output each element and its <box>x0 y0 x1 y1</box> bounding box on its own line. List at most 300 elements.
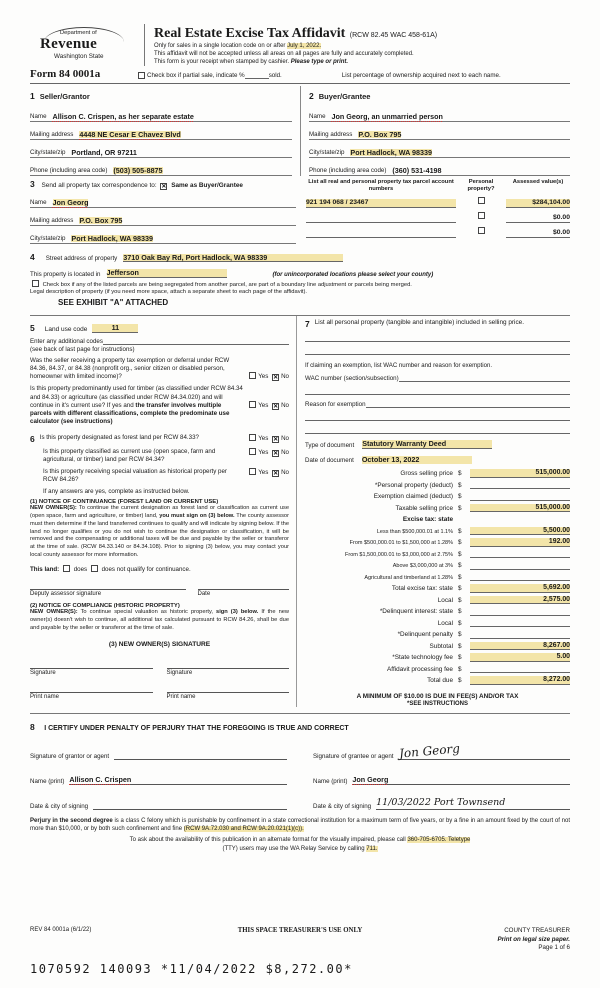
middle-columns <box>30 315 570 707</box>
buyer-csz-label: City/state/zip <box>309 149 345 157</box>
correspondence-mailing-label: Mailing address <box>30 217 74 225</box>
subtotal-value[interactable]: 8,267.00 <box>470 642 570 651</box>
tier-2-label: From $500,000.01 to $1,500,000 at 1.28% <box>349 540 453 547</box>
deputy-date-field[interactable] <box>198 589 289 597</box>
timber-question-row <box>30 385 289 425</box>
section-3-number: 3 <box>30 179 35 190</box>
minimum-due-note: A MINIMUM OF $10.00 IS DUE IN FEE(S) AND/OR TAX <box>356 692 519 700</box>
partial-sale-checkbox[interactable] <box>138 72 145 79</box>
additional-codes-label: Enter any additional codes <box>30 338 103 346</box>
document-type-row <box>305 434 570 449</box>
additional-codes-field[interactable] <box>103 337 289 345</box>
segregation-checkbox[interactable] <box>32 280 39 287</box>
grantor-signature-row <box>30 735 287 760</box>
perjury-rcw-highlight: (RCW 9A.72.030 and RCW 9A.20.021(1)(c)). <box>183 826 304 833</box>
exemption-deduct-row <box>305 489 570 501</box>
no-label: No <box>281 468 289 476</box>
tier-3-row <box>305 547 570 559</box>
current-use-question: Is this property classified as current use (open space, farm and agricultural, or timber) land per RCW 84.34? <box>43 447 216 463</box>
page-footer <box>30 927 570 976</box>
gross-price-value[interactable]: 515,000.00 <box>470 469 570 478</box>
header-note-3 <box>154 58 570 66</box>
deferral-question-text: Was the seller receiving a property tax exemption or deferral under RCW 84.36, 84.37, or 84.38 (nonprofit org., senior citizen or disabled person, homeowner with limited income)? <box>30 357 230 381</box>
delinquent-penalty-label: *Delinquent penalty <box>397 631 453 639</box>
historic-question: Is this property receiving special valuation as historical property per RCW 84.26? <box>43 467 227 483</box>
notice-compliance-b: If the new owner(s) doesn't wish to continue, all additional tax calculated pursuant to RCW 84.26, shall be due and payable by the seller or transferor at the time of sale. <box>30 609 290 631</box>
signature-label: Signature <box>30 669 56 676</box>
parcel-row <box>306 208 570 223</box>
personal-property-label: List all personal property (tangible and intangible) included in selling price. <box>314 319 524 327</box>
signature-label: Signature <box>166 669 193 676</box>
correspondence-name-label: Name <box>30 199 47 207</box>
total-due-value[interactable]: 8,272.00 <box>470 676 570 685</box>
yes-label: Yes <box>258 468 269 476</box>
street-address-value[interactable]: 3710 Oak Bay Rd, Port Hadlock, WA 98339 <box>123 254 343 262</box>
seller-csz-label: City/state/zip <box>30 149 66 157</box>
tier-1-label: Less than $500,000.01 at 1.1% <box>376 528 453 535</box>
seller-csz-value[interactable]: Portland, OR 97211 <box>71 148 137 158</box>
street-address-field <box>30 247 570 263</box>
forest-land-question: Is this property designated as forest land per RCW 84.33? <box>39 433 199 441</box>
relay-711-highlight: 711. <box>366 845 378 852</box>
yes-label: Yes <box>258 448 269 456</box>
grantor-signature-column <box>30 735 287 810</box>
document-date-row <box>305 449 570 464</box>
dollar-sign: $ <box>458 642 462 650</box>
grantee-date-row <box>313 785 570 810</box>
yes-checkbox[interactable] <box>249 372 256 379</box>
grantor-signature-label: Signature of grantor or agent <box>30 752 110 760</box>
tier-1-value[interactable]: 5,500.00 <box>470 527 570 536</box>
yes-checkbox[interactable] <box>249 434 256 441</box>
same-as-buyer-checkbox[interactable]: ✕ <box>161 184 167 191</box>
buyer-mailing-value[interactable]: P.O. Box 795 <box>358 130 402 140</box>
dollar-sign: $ <box>458 493 462 501</box>
no-label: No <box>281 448 289 456</box>
dollar-sign: $ <box>458 550 462 558</box>
dollar-sign: $ <box>458 631 462 639</box>
perjury-notice <box>30 817 570 853</box>
delinquent-penalty-value[interactable] <box>470 638 570 639</box>
county-treasurer-label: COUNTY TREASURER <box>504 926 570 934</box>
tier-2-value[interactable]: 192.00 <box>470 538 570 547</box>
grantee-signature-label: Signature of grantee or agent <box>313 752 394 760</box>
section-3-heading <box>30 179 296 190</box>
reason-row <box>305 395 570 408</box>
parcel-row <box>306 193 570 208</box>
buyer-csz-value[interactable]: Port Hadlock, WA 98339 <box>350 148 433 158</box>
total-state-label: Total excise tax: state <box>391 585 453 593</box>
this-land-label: This land: <box>30 566 60 574</box>
header-note-2: This affidavit will not be accepted unless all areas on all pages are fully and accurately completed. <box>154 51 414 58</box>
tier-4-label: Above $3,000,000 at 3% <box>392 563 453 570</box>
section-4 <box>30 247 570 310</box>
exemption-reason-label: Reason for exemption <box>305 401 366 409</box>
partial-sale-percent-field[interactable] <box>245 71 269 79</box>
timber-question-text <box>30 385 247 425</box>
subtotal-row <box>305 639 570 651</box>
dollar-sign: $ <box>458 481 462 489</box>
section-5-number: 5 <box>30 323 35 334</box>
alt-format-paragraph <box>30 836 570 853</box>
section-5 <box>30 319 289 426</box>
no-checkbox[interactable]: ✕ <box>273 450 279 457</box>
personal-deduct-value[interactable] <box>470 488 570 489</box>
grantee-date-field[interactable] <box>376 797 570 810</box>
type-or-print-note: Please type or print. <box>290 59 349 66</box>
tier-2-row <box>305 535 570 547</box>
correspondence-mailing-field <box>30 208 296 226</box>
grantor-signature-field[interactable] <box>114 758 287 760</box>
no-label: No <box>281 434 289 442</box>
alt-format-text: To ask about the availability of this publication in an alternate format for the visually impaired, please call <box>129 837 408 844</box>
exemption-deduct-value[interactable] <box>470 500 570 501</box>
excise-tax-header-row <box>305 512 570 524</box>
taxable-price-row <box>305 501 570 513</box>
buyer-mailing-label: Mailing address <box>309 131 353 139</box>
assessed-value[interactable]: $284,104.00 <box>506 199 570 208</box>
logo-state-text: Washington State <box>54 53 104 60</box>
notice-continuance-body <box>30 505 289 560</box>
correspondence-name-value[interactable]: Jon Georg <box>52 198 89 208</box>
personal-property-checkbox[interactable] <box>478 212 485 219</box>
owner-signature-field-2[interactable] <box>167 668 290 676</box>
perjury-paragraph <box>30 817 570 834</box>
tech-fee-label: *State technology fee <box>392 654 453 662</box>
deputy-assessor-signature-field[interactable] <box>30 589 186 597</box>
local-tax-label: Local <box>437 596 453 604</box>
county-value[interactable]: Jefferson <box>107 269 227 278</box>
local-tax-value[interactable]: 2,575.00 <box>470 596 570 605</box>
dollar-sign: $ <box>458 596 462 604</box>
reason-line-3[interactable] <box>305 421 570 434</box>
tier-3-label: From $1,500,000.01 to $3,000,000 at 2.75% <box>345 551 453 558</box>
form-number-row <box>30 68 570 80</box>
personal-property-checkbox[interactable] <box>478 227 485 234</box>
header-note-1 <box>154 42 570 50</box>
deferral-question-row <box>30 357 289 381</box>
personal-property-checkbox[interactable] <box>478 197 485 204</box>
tier-4-value[interactable] <box>470 569 570 570</box>
section-2-title: Buyer/Grantee <box>318 92 371 102</box>
total-due-label: Total due <box>427 677 453 685</box>
tty-text: (TTY) users may use the WA Relay Service by calling <box>222 845 367 852</box>
personal-deduct-row <box>305 478 570 490</box>
document-date-value[interactable]: October 13, 2022 <box>362 456 472 464</box>
dollar-sign: $ <box>458 677 462 685</box>
seller-name-value[interactable]: Allison C. Crispen, as her separate estate <box>52 112 194 122</box>
section-1-number: 1 <box>30 91 35 102</box>
land-qualify-row <box>30 565 289 573</box>
grantee-signature-field[interactable] <box>398 741 571 761</box>
dollar-sign: $ <box>458 665 462 673</box>
notice-continuance-bold: you must sign on (3) below. <box>159 512 235 519</box>
buyer-name-value[interactable]: Jon Georg, an unmarried person <box>331 112 443 122</box>
forest-land-yes-no <box>247 434 289 444</box>
logo-revenue-text: Revenue <box>40 36 98 52</box>
gross-price-row <box>305 466 570 478</box>
document-type-value[interactable]: Statutory Warranty Deed <box>362 440 492 449</box>
deputy-date-label: Date <box>197 591 211 598</box>
parcel-table <box>296 179 570 244</box>
legal-description-value[interactable]: SEE EXHIBIT "A" ATTACHED <box>58 298 169 308</box>
print-name-label: Print name <box>166 693 196 700</box>
see-instructions-note: *SEE INSTRUCTIONS <box>406 700 468 707</box>
wac-number-field[interactable] <box>399 374 570 382</box>
form-rcw-reference: (RCW 82.45 WAC 458-61A) <box>349 32 438 39</box>
excise-tax-header: Excise tax: state <box>402 516 453 524</box>
personal-property-line-2[interactable] <box>305 342 570 355</box>
yes-label: Yes <box>258 373 269 381</box>
timber-yes-no <box>247 401 289 410</box>
seller-buyer-section <box>30 86 570 176</box>
tier-4-row <box>305 558 570 570</box>
additional-codes-note: (see back of last page for instructions) <box>30 346 135 354</box>
certify-statement: I CERTIFY UNDER PENALTY OF PERJURY THAT THE FOREGOING IS TRUE AND CORRECT <box>44 724 349 732</box>
rev-number: REV 84 0001a (6/1/22) <box>30 926 92 933</box>
certify-heading <box>30 717 570 735</box>
delinquent-local-row <box>305 616 570 628</box>
tier-3-value[interactable] <box>470 557 570 558</box>
buyer-name-label: Name <box>309 113 326 121</box>
personal-property-line-1[interactable] <box>305 329 570 342</box>
grantee-signature-row <box>313 735 570 760</box>
section-6-number: 6 <box>30 433 35 444</box>
timber-question-bold: the transfer involves multiple parcels with different classifications, complete the predominate use calculator (see instructions) <box>30 401 230 425</box>
tax-correspondence-block <box>30 179 296 244</box>
document-date-label: Date of document <box>305 457 354 465</box>
tech-fee-value[interactable]: 5.00 <box>470 653 570 662</box>
parcel-number-value[interactable]: 921 194 068 / 23467 <box>306 199 456 208</box>
buyer-phone-value[interactable]: (360) 531-4198 <box>392 166 442 176</box>
ownership-percentage-note: List percentage of ownership acquired next to each name. <box>341 72 501 80</box>
street-address-label: Street address of property <box>45 255 118 263</box>
affidavit-fee-label: Affidavit processing fee <box>387 665 453 673</box>
affidavit-fee-value[interactable] <box>470 672 570 673</box>
correspondence-mailing-value[interactable]: P.O. Box 795 <box>79 216 123 226</box>
grantee-signature-column <box>313 735 570 810</box>
tier-1-row <box>305 524 570 536</box>
no-checkbox[interactable]: ✕ <box>273 375 279 382</box>
owner-printname-row <box>30 692 289 700</box>
grantor-name-value[interactable]: Allison C. Crispen <box>69 776 287 785</box>
assessed-value[interactable]: $0.00 <box>506 229 570 238</box>
footer-row <box>30 927 570 953</box>
located-in-label: This property is located in <box>30 271 101 279</box>
section-1-seller <box>30 86 300 176</box>
no-checkbox[interactable]: ✕ <box>273 436 279 443</box>
section-2-number: 2 <box>309 91 314 102</box>
parcel-number-value[interactable] <box>306 236 456 238</box>
dor-logo <box>30 24 136 66</box>
grantee-name-row <box>313 760 570 785</box>
form-title-block <box>144 24 570 66</box>
footer-right-block <box>420 927 570 953</box>
dollar-sign: $ <box>458 608 462 616</box>
segregation-label: Check box if any of the listed parcels are being segregated from another parcel, are part of a boundary line adjustment or parcels being merged. <box>42 282 412 289</box>
personal-property-heading <box>305 319 570 329</box>
perjury-lead: Perjury in the second degree <box>30 817 113 824</box>
seller-phone-field <box>30 158 292 176</box>
assessed-value[interactable]: $0.00 <box>506 214 570 223</box>
form-number: Form 84 0001a <box>30 68 101 81</box>
grantor-date-label: Date & city of signing <box>30 802 89 810</box>
section-8-number: 8 <box>30 721 35 732</box>
header-note-3-text: This form is your receipt when stamped by cashier. <box>154 59 291 66</box>
delinquent-local-value[interactable] <box>470 626 570 627</box>
total-due-row <box>305 673 570 685</box>
grantee-date-label: Date & city of signing <box>313 802 372 810</box>
new-owners-signature-title: (3) NEW OWNER(S) SIGNATURE <box>108 640 211 648</box>
delinquent-interest-label: *Delinquent interest: state <box>379 608 453 616</box>
seller-csz-field <box>30 140 292 158</box>
local-tax-row <box>305 593 570 605</box>
section-1-title: Seller/Grantor <box>39 92 90 102</box>
taxable-price-label: Taxable selling price <box>395 504 453 512</box>
signatures-block <box>30 735 570 810</box>
parcel-table-header <box>306 179 570 193</box>
effective-date-highlight: July 1, 2022. <box>287 43 322 49</box>
correspondence-csz-label: City/state/zip <box>30 235 66 243</box>
timber-question-normal: Is this property predominantly used for timber (as classified under RCW 84.34 and 84.33) or agriculture (as classified under RCW 84.34.020) and will continue in it's current use? If yes and <box>30 385 243 409</box>
ag-timber-value[interactable] <box>470 580 570 581</box>
no-checkbox[interactable]: ✕ <box>273 470 279 477</box>
section-2-buyer <box>300 86 570 176</box>
dollar-sign: $ <box>458 539 462 547</box>
notice-continuance-a: To continue the current designation as forest land or classification as current use (open space, farm and agriculture, or timber) land, <box>30 505 290 519</box>
dollar-sign: $ <box>458 527 462 535</box>
section-4-number: 4 <box>30 252 35 263</box>
does-not-label: does not qualify for continuance. <box>101 566 191 574</box>
reason-line-2[interactable] <box>305 408 570 421</box>
gross-price-label: Gross selling price <box>400 470 453 478</box>
tech-fee-row <box>305 650 570 662</box>
grantor-name-row <box>30 760 287 785</box>
owner-signature-row <box>30 668 289 676</box>
parcel-number-value[interactable] <box>306 221 456 223</box>
owner-printname-field-1[interactable] <box>30 692 153 700</box>
correspondence-name-field <box>30 190 296 208</box>
seller-mailing-field <box>30 122 292 140</box>
deputy-signature-row <box>30 589 289 597</box>
section-2-heading <box>309 86 570 104</box>
grantee-signature-value: Jon Georg <box>398 741 460 761</box>
page-number: Page 1 of 6 <box>538 944 570 952</box>
dollar-sign: $ <box>458 585 462 593</box>
taxable-price-value[interactable]: 515,000.00 <box>470 504 570 513</box>
land-use-code-value[interactable]: 11 <box>92 324 138 333</box>
buyer-csz-field <box>309 140 570 158</box>
phone-highlight: 360-705-6705. Teletype <box>407 837 471 844</box>
county-row <box>30 263 570 278</box>
section-1-heading <box>30 86 292 104</box>
delinquent-local-label: Local <box>437 619 453 627</box>
ag-timber-row <box>305 570 570 582</box>
yes-checkbox[interactable] <box>249 401 256 408</box>
yes-checkbox[interactable] <box>249 468 256 475</box>
notice-continuance-b: The county assessor must then determine if the land transferred continues to qualify and will indicate by signing below. If the land no longer qualifies or you do not wish to continue the designation or classification, it will be removed and the compensating or additional taxes will be due and payable by the seller or transferor at the time of sale. (RCW 84.33.140 or 84.34.108). Prior to signing (3) below, you may contact your local county assessor for more information. <box>30 512 289 559</box>
exemption-reason-field[interactable] <box>366 400 570 408</box>
wac-line-2[interactable] <box>305 382 570 395</box>
partial-sale-sold-label: sold. <box>268 72 282 80</box>
same-as-buyer-label: Same as Buyer/Grantee <box>171 182 243 190</box>
correspondence-label: Send all property tax correspondence to: <box>41 182 157 190</box>
correspondence-csz-value[interactable]: Port Hadlock, WA 98339 <box>71 234 154 244</box>
ag-timber-label: Agricultural and timberland at 1.28% <box>364 574 453 581</box>
notice-compliance-a: To continue special valuation as historic property, <box>77 609 217 616</box>
parcel-row <box>306 223 570 238</box>
grantor-date-field[interactable] <box>93 808 287 810</box>
grantee-name-value[interactable]: Jon Georg <box>352 776 570 785</box>
notice-compliance-body <box>30 609 289 633</box>
owner-signature-field-1[interactable] <box>30 668 153 676</box>
tax-computation-table <box>305 466 570 685</box>
dollar-sign: $ <box>458 504 462 512</box>
left-column <box>30 316 296 707</box>
seller-phone-value[interactable]: (503) 505-8875 <box>113 166 163 176</box>
yes-checkbox[interactable] <box>249 448 256 455</box>
segregation-row <box>30 280 570 288</box>
parcel-numbers-header: List all real and personal property tax parcel account numbers <box>308 179 454 193</box>
does-label: does <box>73 566 88 574</box>
buyer-phone-label: Phone (including area code) <box>309 167 387 175</box>
affidavit-fee-row <box>305 662 570 674</box>
dollar-sign: $ <box>458 562 462 570</box>
seller-name-label: Name <box>30 113 47 121</box>
buyer-phone-field <box>309 158 570 176</box>
delinquent-interest-value[interactable] <box>470 615 570 616</box>
dollar-sign: $ <box>458 654 462 662</box>
grantee-date-value: 11/03/2022 Port Townsend <box>376 796 506 808</box>
additional-codes-row <box>30 333 289 345</box>
forest-land-question-row <box>30 434 289 444</box>
notice-compliance-bold: sign (3) below. <box>216 609 259 616</box>
total-state-value[interactable]: 5,692.00 <box>470 584 570 593</box>
new-owners-lead: NEW OWNER(S): <box>30 609 78 616</box>
wac-number-label: WAC number (section/subsection) <box>305 375 399 383</box>
deferral-yes-no <box>247 372 289 381</box>
document-type-label: Type of document <box>305 442 355 450</box>
delinquent-interest-row <box>305 604 570 616</box>
partial-sale-row <box>136 71 570 80</box>
notice-continuance-title: (1) NOTICE OF CONTINUANCE (FOREST LAND OR CURRENT USE) <box>30 499 219 506</box>
section-7 <box>296 316 570 707</box>
yes-label: Yes <box>258 402 269 410</box>
dollar-sign: $ <box>458 573 462 581</box>
buyer-name-field <box>309 104 570 122</box>
no-checkbox[interactable]: ✕ <box>273 404 279 411</box>
form-title-line <box>154 24 570 42</box>
owner-printname-field-2[interactable] <box>167 692 290 700</box>
seller-mailing-value[interactable]: 4448 NE Cesar E Chavez Blvd <box>79 130 181 140</box>
dollar-sign: $ <box>458 619 462 627</box>
logo-dept-text: Department of <box>60 30 97 36</box>
does-checkbox[interactable] <box>63 565 70 572</box>
yes-label: Yes <box>258 434 269 442</box>
treasurer-stamp: 1070592 140093 *11/04/2022 $8,272.00* <box>30 962 353 976</box>
header-divider <box>30 83 570 84</box>
historic-yes-no <box>247 468 289 484</box>
current-use-question-row <box>30 448 289 464</box>
no-label: No <box>281 402 289 410</box>
section-6 <box>30 434 289 700</box>
notice-compliance-title: (2) NOTICE OF COMPLIANCE (HISTORIC PROPERTY) <box>30 603 180 610</box>
section-7-number: 7 <box>305 319 310 330</box>
partial-sale-label: Check box if partial sale, indicate % <box>147 72 245 80</box>
current-use-yes-no <box>247 448 289 464</box>
does-not-checkbox[interactable] <box>91 565 98 572</box>
legal-description-label: Legal description of property (if you need more space, attach a separate sheet to each page of the affidavit). <box>30 289 308 296</box>
